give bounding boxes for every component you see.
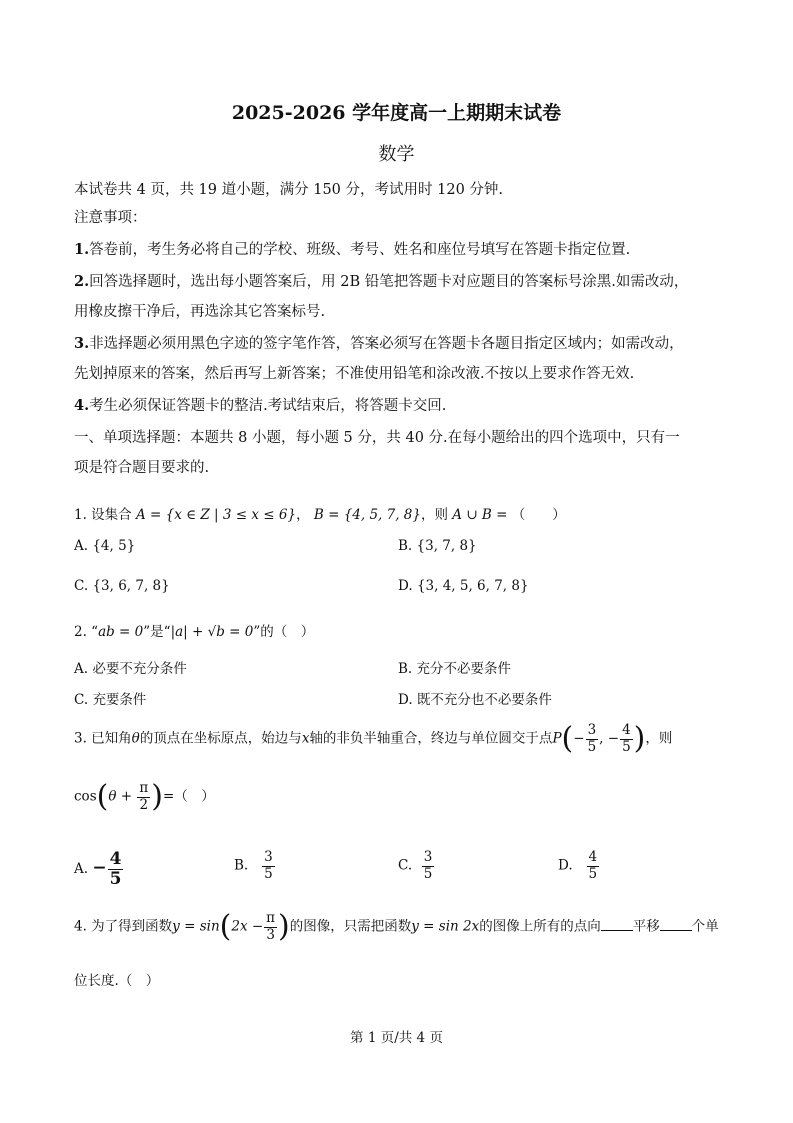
question-text: ”是“ — [143, 624, 171, 640]
q1-option-a — [74, 538, 135, 554]
q2-option-d — [398, 688, 552, 708]
notice-number: 1. — [74, 241, 90, 258]
option-label: B. — [234, 857, 249, 874]
notice-item-2-cont: 用橡皮擦干净后，再选涂其它答案标号. — [74, 304, 326, 320]
q2-option-c — [74, 688, 146, 708]
notice-item-4 — [74, 396, 446, 416]
option-label: B. — [398, 661, 413, 677]
option-label: A. — [74, 861, 89, 877]
notice-item-1 — [74, 240, 630, 260]
option-value: {4, 5} — [92, 538, 136, 554]
fill-blank[interactable] — [660, 916, 692, 931]
q2-option-b — [398, 657, 511, 677]
question-text: 的图像上所有的点向 — [479, 918, 601, 935]
notice-item-2 — [74, 272, 688, 292]
q3-option-d — [558, 851, 600, 881]
fraction: $\frac{4}{5}$ — [588, 849, 598, 882]
option-label: A. — [74, 661, 89, 677]
q1-option-c — [74, 578, 170, 594]
notice-text: 答卷前，考生务必将自己的学校、班级、考号、姓名和座位号填写在答题卡指定位置. — [89, 242, 631, 258]
fraction: $\frac{3}{5}$ — [264, 849, 273, 882]
question-text: 3. 已知角 — [74, 730, 132, 747]
notice-text: 非选择题必须用黑色字迹的签字笔作答，答案必须写在答题卡各题目指定区域内；如需改动， — [89, 336, 684, 352]
q3-option-b — [234, 851, 276, 881]
question-text: ，则 — [645, 730, 673, 747]
option-label: C. — [398, 857, 413, 874]
function-expression: y = sin — [172, 918, 220, 935]
function-expression: y = sin 2x — [411, 918, 480, 935]
q3-option-c — [398, 851, 435, 881]
notice-title: 注意事项： — [74, 210, 147, 226]
notice-text: 考生必须保证答题卡的整洁.考试结束后，将答题卡交回. — [89, 398, 447, 414]
question-text: 平移 — [632, 918, 660, 935]
notice-text: 回答选择题时，选出每小题答案后，用 2B 铅笔把答题卡对应题目的答案标号涂黑.如需改动， — [89, 274, 689, 290]
answer-paren: （ ） — [511, 507, 566, 523]
fraction: $\frac{3}{5}$ — [423, 849, 433, 882]
question-2 — [74, 620, 314, 640]
condition-expression: ab = 0 — [98, 624, 144, 640]
q1-option-d — [398, 578, 529, 594]
union-expression: A ∪ B = — [452, 507, 508, 523]
set-b-expression: B = {4, 5, 7, 8} — [313, 507, 421, 523]
option-label: C. — [74, 578, 89, 594]
question-4: 4. 为了得到函数y = sin(2x − $\frac{\pi}{3}$ )的图像，只需把函数y = sin 2x的图像上所有的点向 平移 个单 — [74, 909, 719, 944]
exam-intro: 本试卷共 4 页，共 19 道小题，满分 150 分，考试用时 120 分钟. — [74, 182, 504, 198]
option-value: {3, 6, 7, 8} — [92, 578, 170, 594]
option-label: B. — [398, 538, 413, 554]
question-text: 1. 设集合 — [74, 507, 132, 523]
function-argument: 2x − — [231, 918, 264, 935]
question-text: 的顶点在坐标原点，始边与 — [139, 730, 302, 747]
option-label: D. — [398, 692, 413, 708]
question-text: 4. 为了得到函数 — [74, 918, 173, 935]
option-value: {3, 4, 5, 6, 7, 8} — [416, 578, 529, 594]
q3-expression: cos(θ + $\frac{\pi}{2}$ )=（ ） — [74, 779, 215, 814]
notice-number: 3. — [74, 335, 90, 352]
separator: ， — [296, 507, 310, 523]
theta-symbol: θ — [131, 730, 140, 747]
fraction: $\frac{\pi}{2}$ — [139, 780, 149, 813]
fraction: $\frac{4}{5}$ — [622, 722, 631, 755]
q3-option-a — [74, 851, 124, 888]
set-a-expression: A = {x ∈ Z | 3 ≤ x ≤ 6} — [135, 507, 297, 523]
condition-expression: |a| + √b = 0 — [170, 624, 254, 640]
section-heading: 一、单项选择题：本题共 8 小题，每小题 5 分，共 40 分.在每小题给出的四个选项中，只有一 — [74, 430, 680, 446]
option-sign: − — [92, 858, 107, 878]
fraction: $\frac{3}{5}$ — [587, 722, 597, 755]
question-text: 轴的非负半轴重合，终边与单位圆交于点 — [309, 730, 553, 747]
notice-item-3 — [74, 334, 684, 354]
fraction: $\frac{\pi}{3}$ — [266, 910, 276, 943]
section-heading-cont: 项是符合题目要求的. — [74, 460, 210, 476]
notice-number: 4. — [74, 397, 90, 414]
question-3: 3. 已知角θ的顶点在坐标原点，始边与x轴的非负半轴重合，终边与单位圆交于点P(− $\frac{3}{5}$ , − $\frac{4}{5}$ )，则 — [74, 721, 673, 756]
q2-option-a — [74, 657, 187, 677]
option-value: 充分不必要条件 — [416, 661, 512, 677]
fill-blank[interactable] — [601, 916, 633, 931]
question-text: 2. “ — [74, 624, 99, 640]
notice-item-3-cont: 先划掉原来的答案，然后再写上新答案；不准使用铅笔和涂改液.不按以上要求作答无效. — [74, 366, 635, 382]
option-value: 充要条件 — [92, 692, 147, 708]
x-variable: x — [301, 730, 310, 747]
question-1 — [74, 503, 566, 523]
question-text: ”的（ ） — [253, 624, 315, 640]
option-label: C. — [74, 692, 89, 708]
page-footer: 第 1 页/共 4 页 — [350, 1030, 443, 1046]
option-value: {3, 7, 8} — [416, 538, 477, 554]
option-label: D. — [398, 578, 413, 594]
option-value: 必要不充分条件 — [92, 661, 187, 677]
question-text: 个单 — [691, 918, 719, 935]
answer-paren: =（ ） — [162, 788, 215, 805]
point-label: P — [552, 730, 562, 747]
option-label: D. — [558, 857, 573, 874]
cos-function: cos — [74, 788, 97, 805]
option-label: A. — [74, 538, 89, 554]
question-text: ，则 — [420, 507, 448, 523]
subject-title: 数学 — [378, 144, 415, 165]
question-4-cont: 位长度.（ ） — [74, 973, 160, 989]
q1-option-b — [398, 538, 477, 554]
notice-number: 2. — [74, 273, 90, 290]
question-text: 的图像，只需把函数 — [289, 918, 412, 935]
fraction: $\frac{4}{5}$ — [109, 849, 122, 889]
option-value: 既不充分也不必要条件 — [416, 692, 552, 708]
exam-title: 2025-2026 学年度高一上期期末试卷 — [231, 102, 562, 124]
